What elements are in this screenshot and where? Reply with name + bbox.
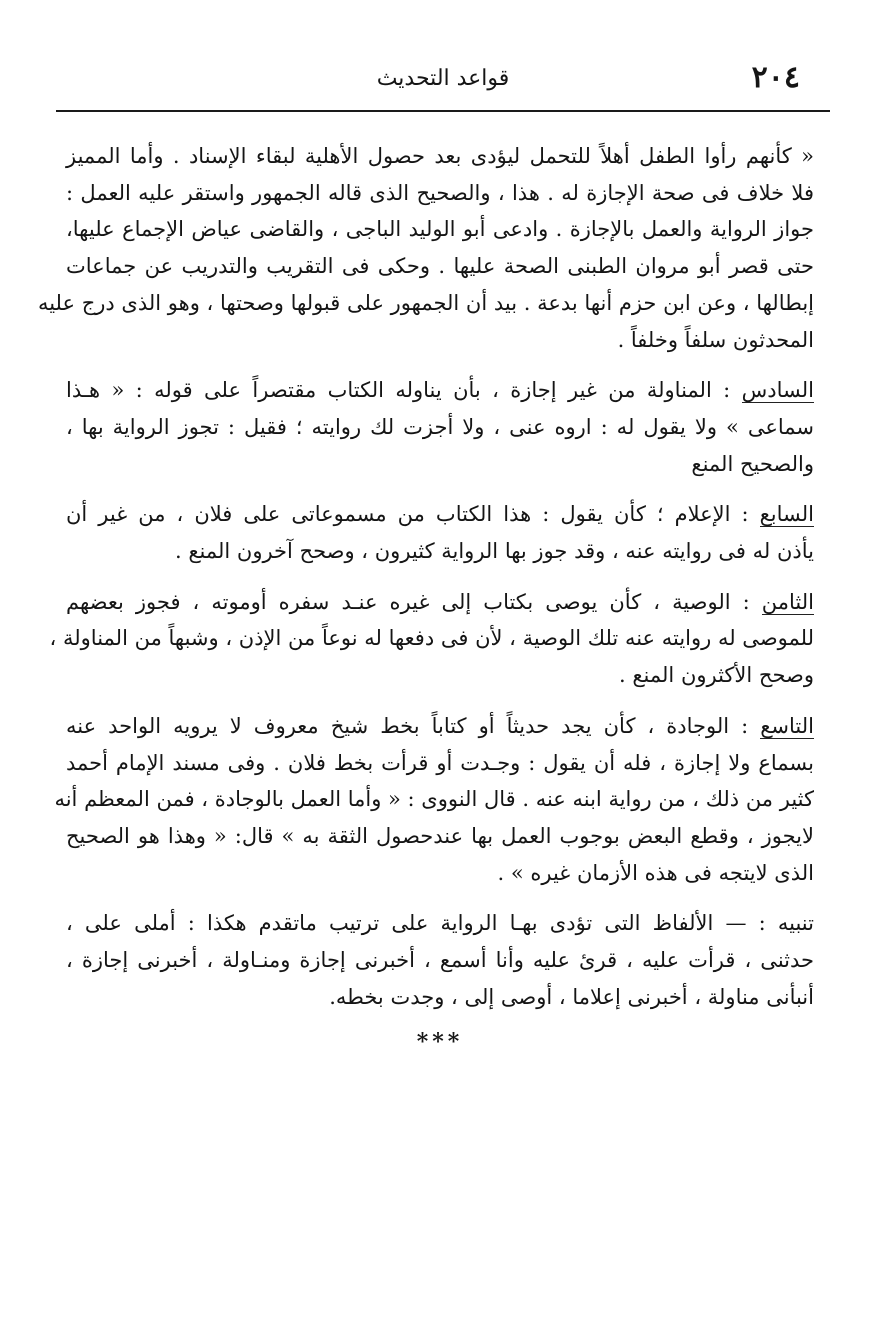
text-line: كثير من ذلك ، من رواية ابنه عنه . قال النووى : « وأما العمل بالوجادة ، فمن المعظم أنه — [54, 787, 814, 812]
paragraph — [37, 138, 814, 358]
text-line: لايجوز ، وقطع البعض بوجوب العمل بها عندحصول الثقة به » قال: « وهذا هو الصحيح — [66, 823, 814, 848]
text-line: والصحيح المنع — [691, 451, 814, 476]
paragraph — [54, 708, 814, 892]
text-line: سماعى » ولا يقول له : اروه عنى ، ولا أجزت لك روايته ؛ فقيل : تجوز الرواية بها ، — [66, 414, 814, 439]
text-line — [66, 584, 814, 621]
text-line: المحدثون سلفاً وخلفاً . — [617, 327, 814, 352]
text-line: جواز الرواية والعمل بالإجازة . وادعى أبو الوليد الباجى ، والقاضى عياض الإجماع عليها، — [66, 217, 814, 242]
text-line: فلا خلاف فى صحة الإجازة له . هذا ، والصحيح الذى قاله الجمهور واستقر عليه العمل : — [66, 180, 814, 205]
text-line — [66, 372, 814, 409]
text-segment: : الوصية ، كأن يوصى بكتاب إلى غيره عنـد سفره أوموته ، فجوز بعضهم — [66, 589, 750, 614]
text-segment: : الوجادة ، كأن يجد حديثاً أو كتاباً بخط شيخ معروف لا يرويه الواحد عنه — [66, 713, 749, 738]
running-title: قواعد التحديث — [376, 66, 510, 91]
text-line: وصحح الأكثرون المنع . — [619, 663, 814, 688]
text-segment: : — الألفاظ التى تؤدى بهـا الرواية على ترتيب ماتقدم هكذا : أملى على ، — [66, 911, 766, 936]
section-term: الثامن — [761, 589, 814, 614]
section-term: السادس — [741, 378, 814, 403]
text-line: للموصى له روايته عنه تلك الوصية ، لأن فى دفعها له نوعاً من الإذن ، وشبهاً من المناولة ، — [49, 626, 814, 651]
paragraph — [66, 496, 814, 569]
text-line: حتى قصر أبو مروان الطبنى الصحة عليها . وحكى فى التقريب والتدريب عن جماعات — [66, 254, 814, 279]
text-line — [66, 708, 814, 745]
page-header — [60, 52, 826, 100]
paragraph — [66, 905, 814, 1015]
section-term: السابع — [759, 502, 814, 527]
header-rule — [56, 110, 830, 112]
text-line: الذى لايتجه فى هذه الأزمان غيره » . — [497, 860, 814, 885]
text-segment: : الإعلام ؛ كأن يقول : هذا الكتاب من مسموعاتى على فلان ، من غير أن — [66, 502, 749, 527]
text-line: حدثنى ، قرأت عليه ، قرئ عليه وأنا أسمع ، أخبرنى إجازة ومنـاولة ، أخبرنى إجازة ، — [66, 948, 814, 973]
text-line — [66, 496, 814, 533]
text-line: أنبأنى مناولة ، أخبرنى إعلاما ، أوصى إلى ، وجدت بخطه. — [329, 984, 814, 1009]
paragraph — [49, 584, 814, 694]
end-mark: *** — [416, 1029, 464, 1056]
text-line: بسماع ولا إجازة ، فله أن يقول : وجـدت أو قرأت بخط فلان . وفى مسند الإمام أحمد — [66, 750, 814, 775]
section-term: التاسع — [760, 713, 814, 738]
section-term: تنبيه — [777, 911, 814, 936]
text-line: يأذن له فى روايته عنه ، وقد جوز بها الرواية كثيرون ، وصحح آخرون المنع . — [174, 539, 814, 564]
text-line — [66, 905, 814, 942]
page-number: ٢٠٤ — [751, 60, 800, 95]
text-line: « كأنهم رأوا الطفل أهلاً للتحمل ليؤدى بعد حصول الأهلية لبقاء الإسناد . وأما المميز — [66, 144, 814, 168]
page-body — [37, 138, 814, 1056]
text-segment: : المناولة من غير إجازة ، بأن يناوله الكتاب مقتصراً على قوله : « هـذا — [66, 378, 731, 403]
paragraph — [66, 372, 814, 482]
text-line: إبطالها ، وعن ابن حزم أنها بدعة . بيد أن الجمهور على قبولها وصحتها ، وهو الذى درج عليه — [37, 290, 814, 315]
